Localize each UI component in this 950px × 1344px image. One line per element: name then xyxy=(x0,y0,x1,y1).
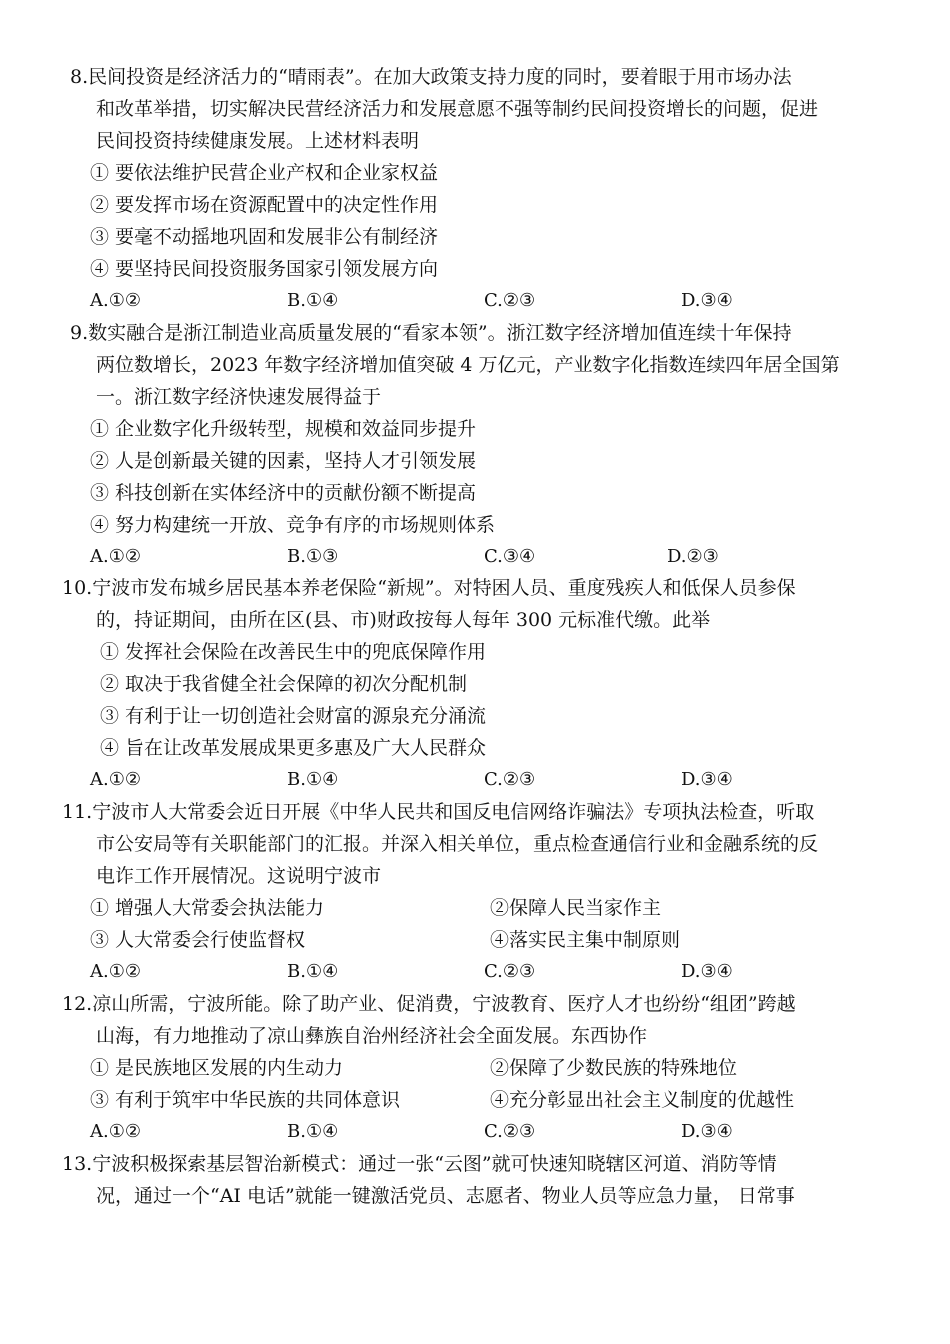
option-4: ④ 努力构建统一开放、竞争有序的市场规则体系 xyxy=(90,514,496,536)
question-stem-line: 和改革举措，切实解决民营经济活力和发展意愿不强等制约民间投资增长的问题，促进 xyxy=(96,98,819,120)
question-stem-line: 电诈工作开展情况。这说明宁波市 xyxy=(96,865,382,887)
answer-choice-c: C.②③ xyxy=(484,769,536,790)
answer-choice-a: A.①② xyxy=(90,290,141,311)
answer-choice-c: C.②③ xyxy=(484,961,536,982)
question-number: 10. xyxy=(62,577,93,599)
question-12 xyxy=(62,988,900,1148)
question-number: 11. xyxy=(62,801,93,823)
answer-choice-b: B.①④ xyxy=(287,961,339,982)
answer-choice-a: A.①② xyxy=(90,546,141,567)
answer-choices xyxy=(70,1116,900,1148)
option-3: ③ 人大常委会行使监督权 xyxy=(90,929,306,951)
option-2: ②保障了少数民族的特殊地位 xyxy=(490,1057,738,1079)
answer-choice-d: D.③④ xyxy=(681,769,733,790)
question-stem-text: 宁波市发布城乡居民基本养老保险“新规”。对特困人员、重度残疾人和低保人员参保 xyxy=(92,577,796,599)
option-3: ③ 科技创新在实体经济中的贡献份额不断提高 xyxy=(90,482,477,504)
question-stem-line xyxy=(62,572,900,604)
answer-choices xyxy=(70,764,900,796)
question-stem-text: 凉山所需，宁波所能。除了助产业、促消费，宁波教育、医疗人才也纷纷“组团”跨越 xyxy=(92,993,796,1015)
option-row xyxy=(70,892,900,924)
question-10 xyxy=(62,572,900,796)
option-4: ④ 要坚持民间投资服务国家引领发展方向 xyxy=(90,258,439,280)
question-stem-line: 况，通过一个“AI 电话”就能一键激活党员、志愿者、物业人员等应急力量， 日常事 xyxy=(96,1185,795,1207)
option-4: ④ 旨在让改革发展成果更多惠及广大人民群众 xyxy=(100,737,487,759)
option-4: ④充分彰显出社会主义制度的优越性 xyxy=(490,1089,795,1111)
question-stem-line: 的，持证期间，由所在区(县、市)财政按每人每年 300 元标准代缴。此举 xyxy=(96,609,711,631)
question-stem-text: 数实融合是浙江制造业高质量发展的“看家本领”。浙江数字经济增加值连续十年保持 xyxy=(88,322,792,344)
answer-choices xyxy=(70,541,900,573)
option-1: ① 企业数字化升级转型，规模和效益同步提升 xyxy=(90,418,477,440)
answer-choices xyxy=(70,285,900,317)
answer-choice-a: A.①② xyxy=(90,1121,141,1142)
option-2: ②保障人民当家作主 xyxy=(490,897,662,919)
question-stem-line: 民间投资持续健康发展。上述材料表明 xyxy=(96,130,420,152)
option-1: ① 增强人大常委会执法能力 xyxy=(90,897,325,919)
question-stem-line: 两位数增长，2023 年数字经济增加值突破 4 万亿元，产业数字化指数连续四年居全国第 xyxy=(96,354,840,376)
answer-choice-b: B.①③ xyxy=(287,546,339,567)
question-stem-text: 宁波市人大常委会近日开展《中华人民共和国反电信网络诈骗法》专项执法检查，听取 xyxy=(92,801,815,823)
option-3: ③ 有利于让一切创造社会财富的源泉充分涌流 xyxy=(100,705,487,727)
option-row xyxy=(70,924,900,956)
answer-choice-d: D.③④ xyxy=(681,290,733,311)
answer-choice-b: B.①④ xyxy=(287,290,339,311)
option-2: ② 取决于我省健全社会保障的初次分配机制 xyxy=(100,673,468,695)
option-3: ③ 有利于筑牢中华民族的共同体意识 xyxy=(90,1089,401,1111)
question-stem-line xyxy=(62,796,900,828)
question-stem-line xyxy=(62,988,900,1020)
question-stem-line xyxy=(62,1148,900,1180)
answer-choice-a: A.①② xyxy=(90,961,141,982)
question-stem-text: 民间投资是经济活力的“晴雨表”。在加大政策支持力度的同时，要着眼于用市场办法 xyxy=(88,66,792,88)
answer-choice-d: D.③④ xyxy=(681,1121,733,1142)
answer-choice-d: D.②③ xyxy=(667,546,719,567)
question-number: 9. xyxy=(70,322,89,344)
question-stem-line: 市公安局等有关职能部门的汇报。并深入相关单位，重点检查通信行业和金融系统的反 xyxy=(96,833,819,855)
option-2: ② 要发挥市场在资源配置中的决定性作用 xyxy=(90,194,439,216)
question-number: 13. xyxy=(62,1153,93,1175)
question-stem-line: 一。浙江数字经济快速发展得益于 xyxy=(96,386,382,408)
option-row xyxy=(70,1052,900,1084)
option-1: ① 要依法维护民营企业产权和企业家权益 xyxy=(90,162,439,184)
question-11 xyxy=(62,796,900,988)
answer-choice-d: D.③④ xyxy=(681,961,733,982)
question-9 xyxy=(70,317,900,573)
question-number: 12. xyxy=(62,993,93,1015)
option-1: ① 是民族地区发展的内生动力 xyxy=(90,1057,344,1079)
answer-choice-c: C.②③ xyxy=(484,290,536,311)
question-stem-line xyxy=(70,317,900,349)
question-number: 8. xyxy=(70,66,89,88)
answer-choice-c: C.②③ xyxy=(484,1121,536,1142)
option-3: ③ 要毫不动摇地巩固和发展非公有制经济 xyxy=(90,226,439,248)
answer-choice-a: A.①② xyxy=(90,769,141,790)
answer-choice-c: C.③④ xyxy=(484,546,536,567)
option-4: ④落实民主集中制原则 xyxy=(490,929,681,951)
answer-choice-b: B.①④ xyxy=(287,769,339,790)
option-2: ② 人是创新最关键的因素，坚持人才引领发展 xyxy=(90,450,477,472)
question-stem-line: 山海，有力地推动了凉山彝族自治州经济社会全面发展。东西协作 xyxy=(96,1025,648,1047)
answer-choice-b: B.①④ xyxy=(287,1121,339,1142)
option-1: ① 发挥社会保险在改善民生中的兜底保障作用 xyxy=(100,641,487,663)
question-8 xyxy=(70,61,900,317)
question-13 xyxy=(62,1148,900,1212)
question-stem-line xyxy=(70,61,900,93)
option-row xyxy=(70,1084,900,1116)
question-stem-text: 宁波积极探索基层智治新模式：通过一张“云图”就可快速知晓辖区河道、消防等情 xyxy=(92,1153,777,1175)
answer-choices xyxy=(70,956,900,988)
